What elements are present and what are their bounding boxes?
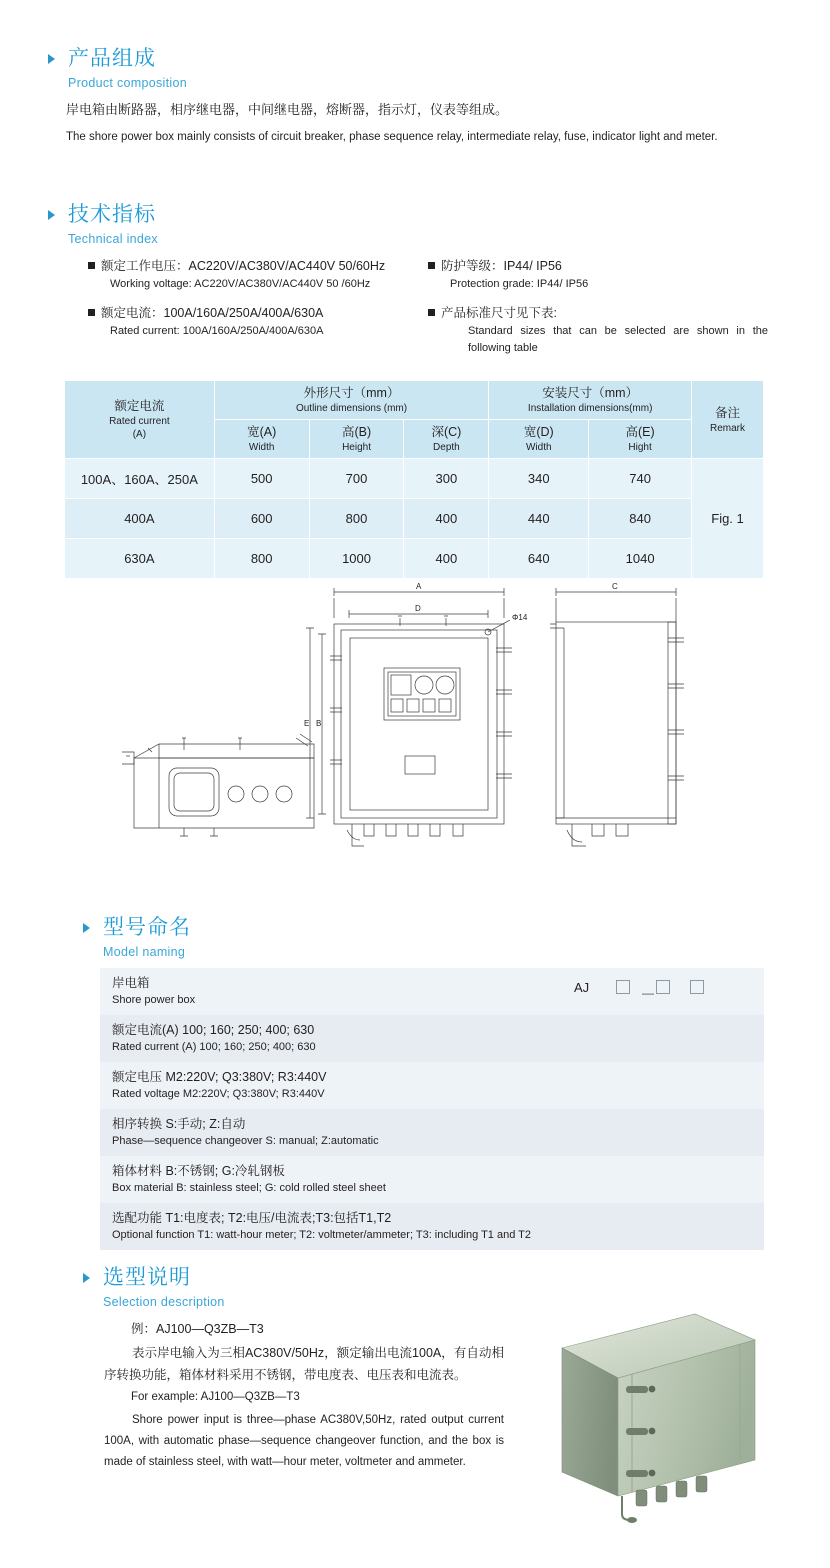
selection-example-en: For example: AJ100—Q3ZB—T3 [131, 1391, 300, 1403]
cell-width-d: 440 [489, 499, 589, 539]
cell-height-e: 840 [589, 499, 692, 539]
triangle-bullet-icon [48, 54, 55, 64]
section-heading-selection-description [83, 1265, 225, 1310]
model-code-prefix: AJ [574, 980, 590, 995]
header-installation-dimensions: 安装尺寸（mm） Installation dimensions(mm) [489, 381, 692, 420]
drawing-top-view [122, 734, 314, 836]
header-rated-current: 额定电流 Rated current (A) [65, 381, 215, 459]
model-row-label-cn: 岸电箱 [112, 976, 150, 990]
model-naming-block [100, 968, 764, 1250]
square-bullet-icon [88, 262, 95, 269]
section-title-en: Model naming [103, 945, 186, 959]
model-row-phase-sequence-changeover [100, 1109, 764, 1156]
cell-height-b: 700 [309, 459, 404, 499]
tech-item-working-voltage [88, 257, 418, 293]
section-title-en: Technical index [68, 232, 158, 246]
model-row-rated-current [100, 1015, 764, 1062]
section-heading-model-naming [83, 915, 191, 960]
triangle-bullet-icon [83, 923, 90, 933]
cell-width-a: 500 [214, 459, 309, 499]
cell-remark: Fig. 1 [692, 459, 764, 579]
model-row-rated-voltage [100, 1062, 764, 1109]
model-row-label-cn: 箱体材料 B:不锈钢; G:冷轧钢板 [112, 1164, 285, 1178]
section-title-en: Product composition [68, 76, 187, 90]
cell-depth-c: 400 [404, 499, 489, 539]
dimension-label-d: D [415, 604, 421, 613]
tech-item-label-cn: 产品标准尺寸见下表: [428, 304, 768, 323]
header-remark: 备注 Remark [692, 381, 764, 459]
technical-drawing-group [64, 578, 764, 868]
model-code-dash: — [642, 986, 654, 1000]
section-heading-product-composition [48, 46, 187, 91]
tech-item-label-cn: 额定电流：100A/160A/250A/400A/630A [88, 304, 418, 323]
cell-width-a: 800 [214, 539, 309, 579]
model-row-label-cn: 相序转换 S:手动; Z:自动 [112, 1117, 246, 1131]
square-bullet-icon [88, 309, 95, 316]
section-title-cn: 产品组成 [68, 47, 156, 70]
product-photo [540, 1300, 770, 1530]
product-composition-text-cn: 岸电箱由断路器，相序继电器，中间继电器，熔断器，指示灯，仪表等组成。 [66, 102, 509, 117]
model-code-box-2 [656, 980, 670, 994]
model-row-shore-power-box [100, 968, 764, 1015]
tech-item-rated-current [88, 304, 418, 340]
model-row-label-en: Rated current (A) 100; 160; 250; 400; 630 [112, 1041, 316, 1053]
header-sub-height-e: 高(E) Hight [589, 420, 692, 459]
model-row-label-en: Optional function T1: watt-hour meter; T2: voltmeter/ammeter; T3: including T1 and T2 [112, 1229, 532, 1241]
cell-depth-c: 300 [404, 459, 489, 499]
tech-item-label-en: Working voltage: AC220V/AC380V/AC440V 50 /60Hz [110, 278, 371, 290]
triangle-bullet-icon [83, 1273, 90, 1283]
cell-height-e: 740 [589, 459, 692, 499]
specification-table [64, 380, 764, 579]
dimension-label-hole: Φ14 [512, 613, 528, 622]
model-row-box-material [100, 1156, 764, 1203]
model-row-label-cn: 额定电压 M2:220V; Q3:380V; R3:440V [112, 1070, 327, 1084]
header-sub-height-b: 高(B) Height [309, 420, 404, 459]
cell-rated-current: 100A、160A、250A [65, 459, 215, 499]
cell-height-b: 1000 [309, 539, 404, 579]
table-row [65, 539, 764, 579]
dimension-label-e: E [304, 719, 310, 728]
cell-width-a: 600 [214, 499, 309, 539]
header-sub-width-a: 宽(A) Width [214, 420, 309, 459]
selection-body-cn: 表示岸电输入为三相AC380V/50Hz，额定输出电流100A，有自动相序转换功能，箱体材料采用不锈钢，带电度表、电压表和电流表。 [104, 1346, 504, 1382]
header-sub-depth-c: 深(C) Depth [404, 420, 489, 459]
model-row-label-en: Rated voltage M2:220V; Q3:380V; R3:440V [112, 1088, 325, 1100]
drawing-front-view [306, 588, 512, 846]
cell-width-d: 340 [489, 459, 589, 499]
section-title-cn: 选型说明 [103, 1266, 191, 1289]
section-heading-technical-index [48, 202, 158, 247]
square-bullet-icon [428, 262, 435, 269]
table-row [65, 499, 764, 539]
triangle-bullet-icon [48, 210, 55, 220]
selection-example-cn: 例：AJ100—Q3ZB—T3 [131, 1322, 264, 1336]
model-row-label-cn: 选配功能 T1:电度表; T2:电压/电流表;T3:包括T1,T2 [112, 1211, 392, 1225]
model-row-label-en: Box material B: stainless steel; G: cold rolled steel sheet [112, 1182, 386, 1194]
header-sub-width-d: 宽(D) Width [489, 420, 589, 459]
section-title-en: Selection description [103, 1295, 225, 1309]
section-title-cn: 技术指标 [68, 203, 156, 226]
dimension-label-a: A [416, 582, 422, 591]
cell-height-b: 800 [309, 499, 404, 539]
model-row-label-en: Phase—sequence changeover S: manual; Z:automatic [112, 1135, 379, 1147]
model-row-label-cn: 额定电流(A) 100; 160; 250; 400; 630 [112, 1023, 315, 1037]
model-code-boxes [564, 968, 764, 1015]
selection-body-en: Shore power input is three—phase AC380V,50Hz, rated output current 100A, with automatic phase—sequence changeover function, and the box is made of stainless steel, with watt—hour meter, voltmeter and ammeter. [104, 1414, 504, 1468]
tech-item-label-cn: 额定工作电压：AC220V/AC380V/AC440V 50/60Hz [88, 257, 418, 276]
tech-item-label-cn: 防护等级：IP44/ IP56 [428, 257, 768, 276]
cell-width-d: 640 [489, 539, 589, 579]
drawing-side-view [550, 588, 684, 846]
model-row-optional-function [100, 1203, 764, 1250]
cell-rated-current: 400A [65, 499, 215, 539]
table-row [65, 459, 764, 499]
model-code-box-1 [616, 980, 630, 994]
model-row-label-en: Shore power box [112, 994, 196, 1006]
tech-item-label-en: Rated current: 100A/160A/250A/400A/630A [110, 325, 324, 337]
tech-item-label-en: Standard sizes that can be selected are shown in the following table [468, 325, 768, 354]
cell-height-e: 1040 [589, 539, 692, 579]
tech-item-protection-grade [428, 257, 768, 293]
table-header-row-1 [65, 381, 764, 420]
dimension-label-c: C [612, 582, 618, 591]
tech-item-label-en: Protection grade: IP44/ IP56 [450, 278, 589, 290]
dimension-label-b: B [316, 719, 322, 728]
tech-item-standard-sizes [428, 304, 768, 357]
square-bullet-icon [428, 309, 435, 316]
cell-depth-c: 400 [404, 539, 489, 579]
product-composition-text-en: The shore power box mainly consists of circuit breaker, phase sequence relay, intermediate relay, fuse, indicator light and meter. [66, 131, 718, 143]
header-outline-dimensions: 外形尺寸（mm） Outline dimensions (mm) [214, 381, 489, 420]
section-title-cn: 型号命名 [103, 916, 191, 939]
cell-rated-current: 630A [65, 539, 215, 579]
model-code-box-3 [690, 980, 704, 994]
